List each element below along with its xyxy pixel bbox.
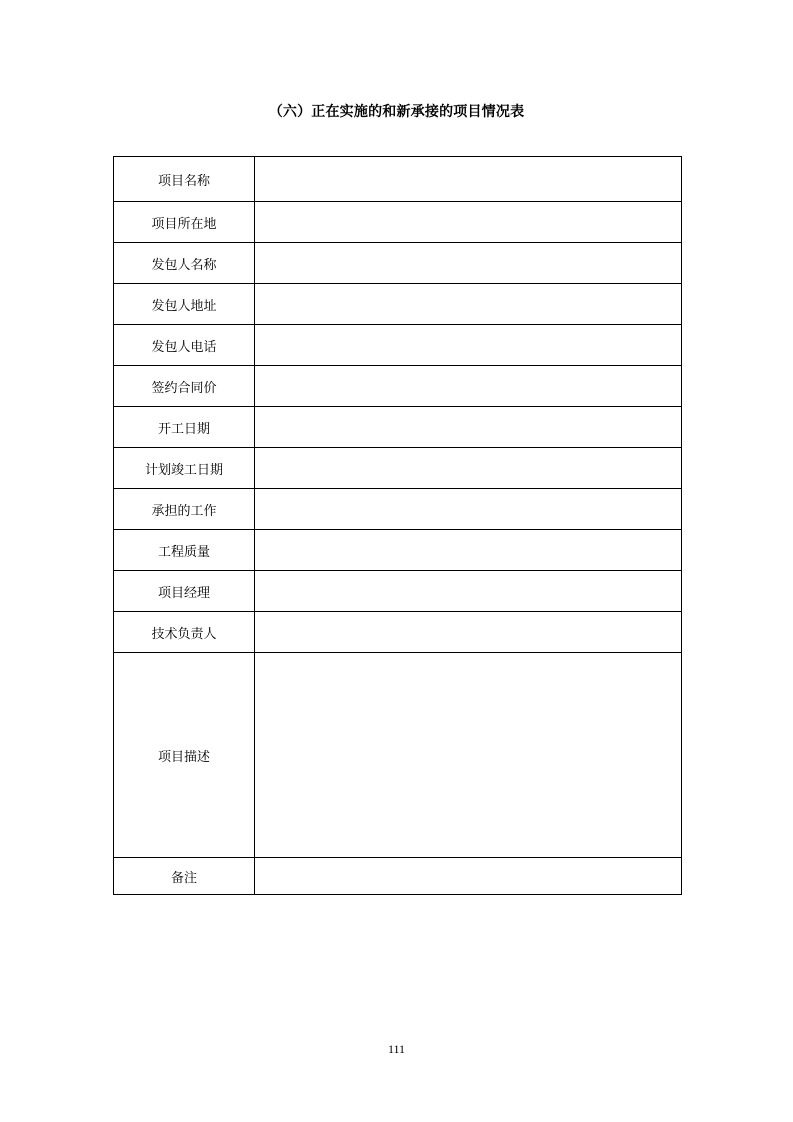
row-value-field[interactable]	[255, 366, 682, 407]
project-info-table	[113, 156, 682, 895]
row-label: 发包人电话	[114, 325, 255, 366]
row-label: 备注	[114, 858, 255, 895]
row-value-field[interactable]	[255, 284, 682, 325]
row-label: 开工日期	[114, 407, 255, 448]
table-row	[114, 325, 682, 366]
row-value-field[interactable]	[255, 612, 682, 653]
table-row	[114, 489, 682, 530]
table-row	[114, 243, 682, 284]
table-row	[114, 366, 682, 407]
row-label: 项目所在地	[114, 202, 255, 243]
row-label: 项目描述	[114, 653, 255, 858]
row-value-field[interactable]	[255, 325, 682, 366]
row-value-field[interactable]	[255, 243, 682, 284]
row-value-field[interactable]	[255, 489, 682, 530]
row-value-field[interactable]	[255, 407, 682, 448]
table-row	[114, 284, 682, 325]
table-row	[114, 448, 682, 489]
table-row	[114, 530, 682, 571]
table-row	[114, 653, 682, 858]
table-row	[114, 571, 682, 612]
table-row	[114, 612, 682, 653]
row-value-field[interactable]	[255, 530, 682, 571]
row-value-field[interactable]	[255, 653, 682, 858]
row-value-field[interactable]	[255, 858, 682, 895]
table-row	[114, 858, 682, 895]
table-row	[114, 202, 682, 243]
row-label: 技术负责人	[114, 612, 255, 653]
row-value-field[interactable]	[255, 202, 682, 243]
page-title: （六）正在实施的和新承接的项目情况表	[268, 104, 525, 120]
row-label: 签约合同价	[114, 366, 255, 407]
row-label: 项目经理	[114, 571, 255, 612]
row-label: 计划竣工日期	[114, 448, 255, 489]
table-row	[114, 157, 682, 202]
row-value-field[interactable]	[255, 157, 682, 202]
row-label: 承担的工作	[114, 489, 255, 530]
row-value-field[interactable]	[255, 571, 682, 612]
page-number: 111	[387, 1042, 406, 1056]
row-label: 项目名称	[114, 157, 255, 202]
row-label: 发包人地址	[114, 284, 255, 325]
table-row	[114, 407, 682, 448]
row-label: 发包人名称	[114, 243, 255, 284]
row-label: 工程质量	[114, 530, 255, 571]
row-value-field[interactable]	[255, 448, 682, 489]
